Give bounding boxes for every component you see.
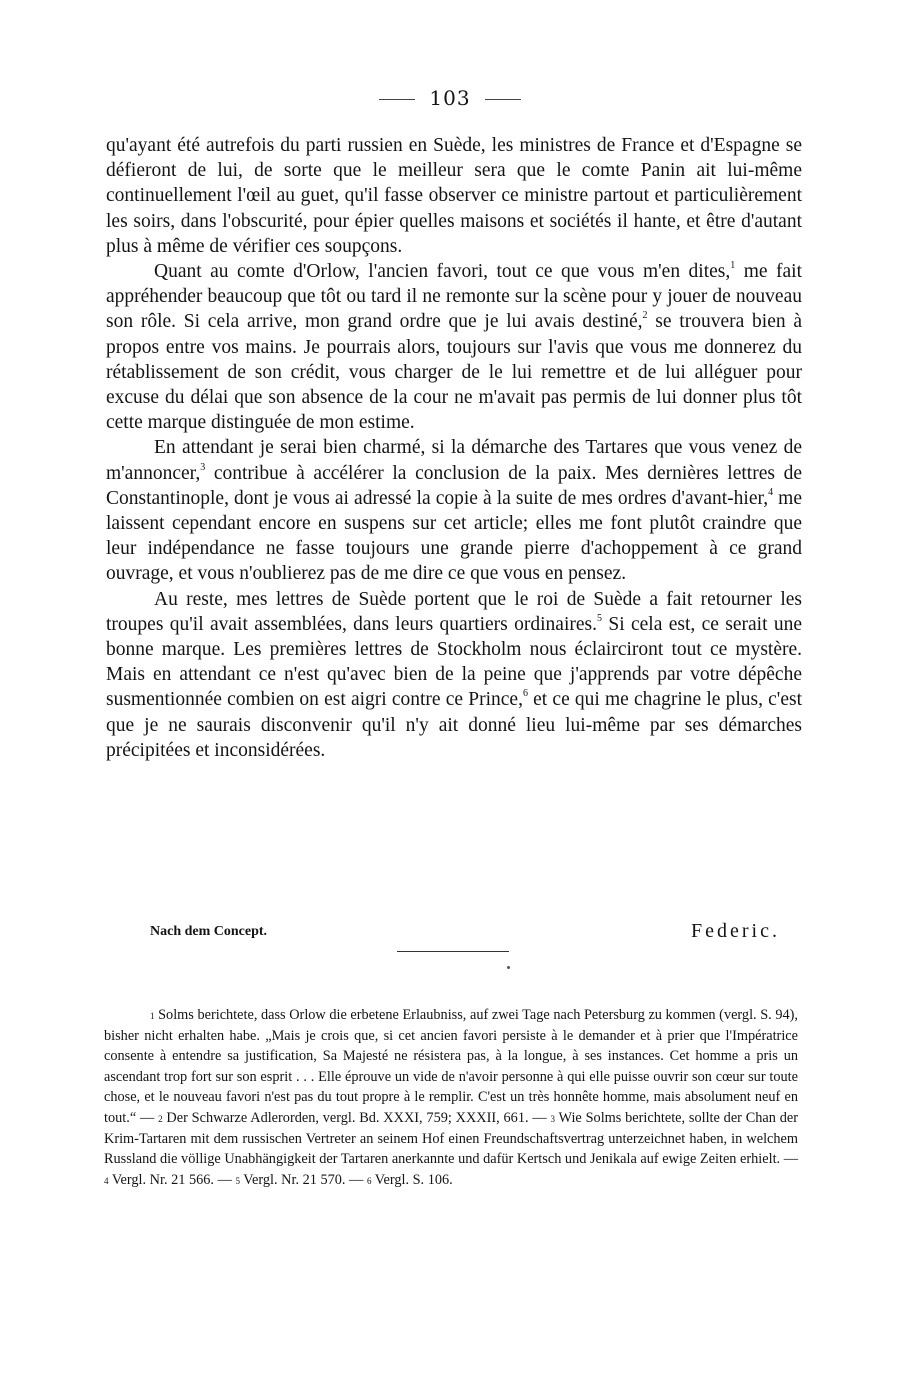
footnote-marker: 6 (522, 688, 528, 700)
letter-body (106, 133, 802, 763)
footnote-marker: 1 (730, 260, 736, 272)
footnote-number: 3 (550, 1113, 555, 1124)
paragraph-text: Au reste, mes lettres de Suède portent que le roi de Suède a fait retourner les troupes qu'il avait assemblées, dans leurs quartiers ordinaires. (106, 588, 802, 635)
footnote-text: Solms berichtete, dass Orlow die erbetene Erlaubniss, auf zwei Tage nach Petersburg zu kommen (vergl. S. 94), bisher nicht erhalten habe. „Mais je crois que, si cet ancien favori persiste à le demander et à prier que l'Impératrice consente à entendre sa justification, Sa Majesté ne résistera pas, à la longue, à ses instances. Cet homme a pris un ascendant trop fort sur son esprit . . . Elle éprouve un vide de n'avoir personne à qui elle puisse ouvrir son cœur sur toute chose, et le nouveau favori n'est pas du tout propre à le remplir. C'est un très honnête homme, mais absolument neuf en tout.“ — (104, 1007, 798, 1126)
footnote-number: 5 (235, 1175, 240, 1186)
body-paragraph (106, 133, 802, 259)
footnote-marker: 5 (596, 612, 602, 624)
footnotes (104, 1005, 798, 1190)
footnote-text: Der Schwarze Adlerorden, vergl. Bd. XXXI, 759; XXXII, 661. — (162, 1109, 551, 1126)
divider-dot (507, 966, 510, 969)
body-paragraph (106, 587, 802, 763)
source-note: Nach dem Concept. (150, 924, 268, 939)
paragraph-text: Si cela est, ce serait une bonne marque. Les premières lettres de Stockholm nous éclairciront tout ce mystère. Mais en attendant ce n'est qu'avec bien de la peine que j'apprends par votre dépêche susmentionnée combien on est aigri contre ce Prince, (106, 613, 803, 711)
footnote-number: 1 (150, 1011, 155, 1021)
signature-line (150, 920, 780, 946)
footnote-marker: 2 (642, 310, 648, 322)
body-paragraph (106, 435, 802, 586)
footnote-number: 6 (366, 1175, 372, 1186)
paragraph-text: et ce qui me chagrine le plus, c'est que je ne saurais disconvenir qu'il n'y ait donné lieu lui-même par ses démarches précipitées et inconsidérées. (106, 689, 802, 761)
footnote-paragraph (104, 1005, 798, 1190)
paragraph-text: me fait appréhender beaucoup que tôt ou tard il ne remonte sur la scène pour y jouer de nouveau son rôle. Si cela arrive, mon grand ordre que je lui avais destiné, (106, 261, 802, 333)
paragraph-text: se trouvera bien à propos entre vos mains. Je pourrais alors, toujours sur l'avis que vous me donnerez du rétablissement de son crédit, vous charger de le lui remettre et de lui alléguer pour excuse du délai que son absence de la cour ne m'avait pas permis de lui donner plus tôt cette marque distinguée de mon estime. (106, 311, 803, 434)
page-number: 103 (429, 86, 471, 110)
paragraph-text: me laissent cependant encore en suspens sur cet article; elles me font plutôt craindre que leur indépendance ne fasse toujours une grande pierre d'achoppement à ce grand ouvrage, et vous n'oublierez pas de me dire ce que vous en pensez. (106, 487, 802, 585)
footnote-number: 2 (158, 1113, 163, 1124)
page-header (0, 86, 900, 110)
footnote-marker: 4 (768, 486, 774, 498)
footnote-marker: 3 (200, 461, 206, 473)
footnote-text: Vergl. Nr. 21 570. — (239, 1171, 367, 1188)
body-paragraph (106, 259, 802, 435)
footnote-text: Vergl. S. 106. (371, 1171, 453, 1188)
header-rule-left (379, 99, 415, 100)
paragraph-text: Quant au comte d'Orlow, l'ancien favori, tout ce que vous m'en dites, (154, 261, 731, 283)
section-divider (397, 951, 509, 952)
paragraph-text: qu'ayant été autrefois du parti russien en Suède, les ministres de France et d'Espagne se défieront de lui, de sorte que le meilleur sera que le comte Panin ait lui-même continuellement l'œil au guet, qu'il fasse observer ce ministre partout et particulièrement les soirs, dans l'obscurité, pour épier quelles maisons et sociétés il hante, et être d'autant plus à même de vérifier ces soupçons. (106, 135, 802, 257)
footnote-text: Vergl. Nr. 21 566. — (108, 1171, 236, 1188)
paragraph-text: contribue à accélérer la conclusion de la paix. Mes dernières lettres de Constantinople, dont je vous ai adressé la copie à la suite de mes ordres d'avant-hier, (106, 462, 802, 509)
header-rule-right (485, 99, 521, 100)
signature: Federic. (691, 920, 780, 942)
footnote-text: Wie Solms berichtete, sollte der Chan der Krim-Tartaren mit dem russischen Vertreter an seinem Hof einen Freundschaftsvertrag unterzeichnet haben, in welchem Russland die völlige Unabhängigkeit der Tartaren anerkannte und dafür Kertsch und Jenikala auf ewige Zeiten erhielt. — (104, 1109, 798, 1168)
paragraph-text: En attendant je serai bien charmé, si la démarche des Tartares que vous venez de m'annoncer, (106, 437, 802, 484)
footnote-number: 4 (104, 1175, 109, 1186)
